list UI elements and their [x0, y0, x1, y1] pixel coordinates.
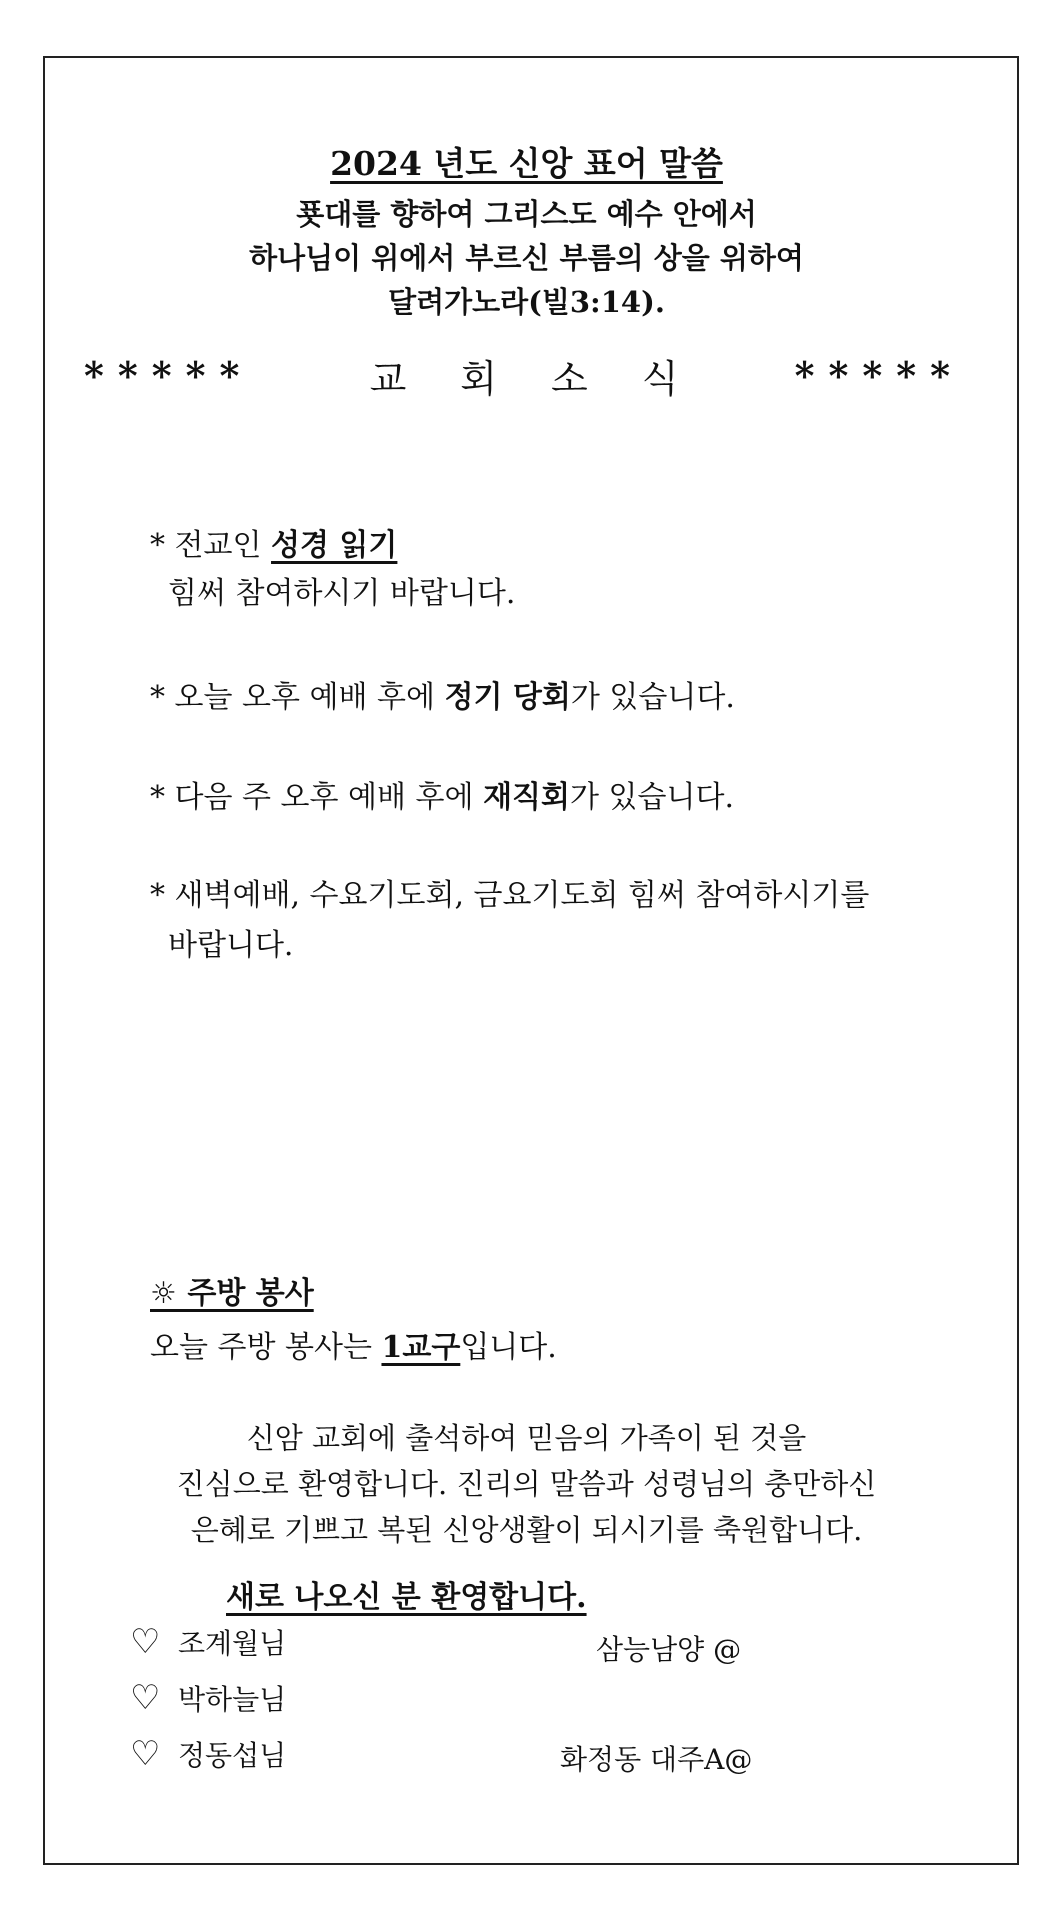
newcomer-row [130, 1734, 286, 1774]
heading-char: 교 [369, 357, 407, 401]
heart-icon: ♡ [130, 1678, 161, 1718]
emphasis-session: 정기 당회 [444, 680, 571, 715]
motto-line-1: 푯대를 향하여 그리스도 예수 안에서 [296, 197, 757, 231]
bullet: * [150, 878, 165, 913]
motto-line-2: 하나님이 위에서 부르신 부름의 상을 위하여 [249, 241, 804, 275]
bullet: * [150, 780, 165, 815]
notice-prayer-meetings: * 새벽예배, 수요기도회, 금요기도회 힘써 참여하시기를 [150, 878, 870, 913]
newcomers-title: 새로 나오신 분 환영합니다. [226, 1580, 587, 1615]
stars-left: ***** [84, 353, 254, 398]
emphasis-district: 1교구 [381, 1330, 461, 1365]
heading-char: 회 [460, 357, 497, 401]
bullet: * [150, 680, 165, 715]
kitchen-service-title: ☼ 주방 봉사 [150, 1276, 314, 1311]
newcomer-name: 박하늘님 [178, 1683, 287, 1716]
welcome-line-1: 신암 교회에 출석하여 믿음의 가족이 된 것을 [246, 1421, 807, 1455]
newcomer-location: 화정동 대주A@ [560, 1743, 753, 1776]
kitchen-service-text: 오늘 주방 봉사는 1교구입니다. [150, 1330, 557, 1365]
newcomer-location: 삼능남양 @ [596, 1633, 742, 1666]
newcomer-row [130, 1678, 286, 1718]
motto-title: 2024 년도 신앙 표어 말씀 [330, 144, 723, 183]
notice-prayer-meetings-line2: 바랍니다. [168, 928, 294, 963]
heading-char: 식 [641, 357, 679, 401]
newcomer-name: 조계월님 [178, 1627, 287, 1660]
emphasis-officers: 재직회 [483, 780, 571, 815]
stars-right: ***** [794, 353, 964, 398]
heading-char: 소 [551, 357, 588, 401]
bullet: * [150, 528, 165, 563]
notice-officers-meeting: * 다음 주 오후 예배 후에 재직회가 있습니다. [150, 780, 734, 815]
church-news-heading [84, 348, 964, 403]
church-news-word [370, 348, 679, 403]
notice-bible-reading-line2: 힘써 참여하시기 바랍니다. [168, 576, 516, 611]
newcomer-row [130, 1622, 286, 1662]
notice-bible-reading: * 전교인 성경 읽기 [150, 528, 398, 563]
heart-icon: ♡ [130, 1734, 161, 1774]
motto-line-3: 달려가노라(빌3:14). [388, 285, 665, 319]
notice-session-meeting: * 오늘 오후 예배 후에 정기 당회가 있습니다. [150, 680, 735, 715]
emphasis-bible-reading: 성경 읽기 [271, 528, 398, 563]
heart-icon: ♡ [130, 1622, 161, 1662]
welcome-line-2: 진심으로 환영합니다. 진리의 말씀과 성령님의 충만하신 [176, 1467, 877, 1501]
newcomer-name: 정동섭님 [178, 1739, 287, 1772]
welcome-line-3: 은혜로 기쁘고 복된 신앙생활이 되시기를 축원합니다. [190, 1513, 863, 1547]
